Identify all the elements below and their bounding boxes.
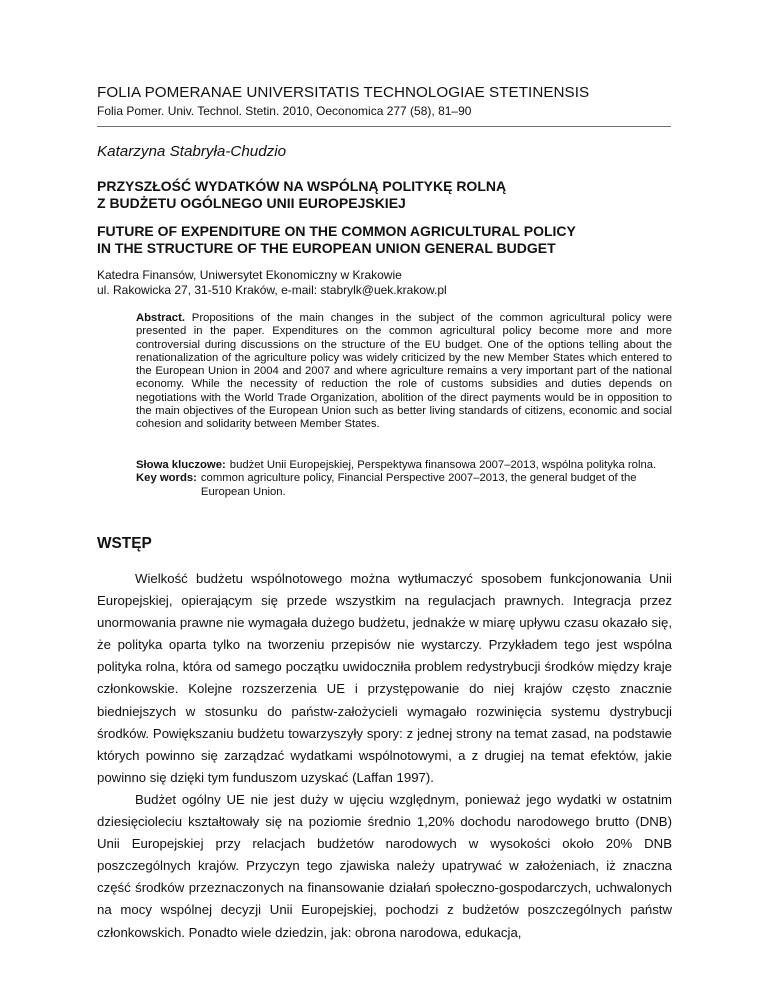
article-title-polish <box>97 178 687 212</box>
title-en-line-2: IN THE STRUCTURE OF THE EUROPEAN UNION GENERAL BUDGET <box>97 240 556 256</box>
title-pl-line-1: PRZYSZŁOŚĆ WYDATKÓW NA WSPÓLNĄ POLITYKĘ ROLNĄ <box>97 178 507 194</box>
body-paragraph-1: Wielkość budżetu wspólnotowego można wytłumaczyć sposobem funkcjonowania Unii Europejskiej, opierającym się przede wszystkim na regulacjach prawnych. Integracja przez unormowania prawne nie wymagała dużego budżetu, jednakże w miarę upływu czasu okazało się, że polityka oparta tylko na tworzeniu przepisów nie wystarczy. Przykładem tego jest wspólna polityka rolna, która od samego początku uwidoczniła problem redystrybucji środków między kraje członkowskie. Kolejne rozszerzenia UE i przystępowanie do niej krajów często znacznie biedniejszych w stosunku do państw-założycieli wymagało rozwinięcia systemu dystrybucji środków. Powiększaniu budżetu towarzyszyły spory: z jednej strony na temat zasad, na podstawie których powinno się zarządzać wydatkami wspólnotowymi, a z drugiej na temat efektów, jakie powinno się dzięki tym funduszom uzyskać (Laffan 1997). <box>97 571 672 785</box>
keywords-block <box>136 459 672 499</box>
journal-title: FOLIA POMERANAE UNIVERSITATIS TECHNOLOGIAE STETINENSIS <box>97 84 590 101</box>
keywords-polish-text: budżet Unii Europejskiej, Perspektywa finansowa 2007–2013, wspólna polityka rolna. <box>229 459 657 471</box>
keywords-english-row <box>136 472 672 499</box>
affiliation-line-2: ul. Rakowicka 27, 31-510 Kraków, e-mail: stabrylk@uek.krakow.pl <box>97 283 447 297</box>
article-title-english <box>97 223 687 257</box>
abstract-text: Propositions of the main changes in the subject of the common agricultural policy were presented in the paper. Expenditures on the common agricultural policy become more and more controversial during discussions on the structure of the EU budget. One of the options telling about the renationalization of the agriculture policy was widely criticized by the new Member States which entered to the European Union in 2004 and 2007 and where agriculture remains a very important part of the national economy. While the necessity of reduction the role of customs subsidies and duties depends on negotiations with the World Trade Organization, abolition of the direct payments would be in opposition to the main objectives of the European Union such as better living standards of citizens, economic and social cohesion and solidarity between Member States. <box>136 312 673 431</box>
keywords-polish-row <box>136 459 672 472</box>
title-pl-line-2: Z BUDŻETU OGÓLNEGO UNII EUROPEJSKIEJ <box>97 195 406 211</box>
author-name: Katarzyna Stabryła-Chudzio <box>97 143 287 160</box>
author-affiliation <box>97 268 671 298</box>
affiliation-line-1: Katedra Finansów, Uniwersytet Ekonomiczny w Krakowie <box>97 268 402 282</box>
keywords-polish-label: Słowa kluczowe: <box>136 459 226 471</box>
keywords-english-text: common agriculture policy, Financial Perspective 2007–2013, the general budget of the European Union. <box>200 472 637 498</box>
body-paragraph-2: Budżet ogólny UE nie jest duży w ujęciu względnym, ponieważ jego wydatki w ostatnim dziesięcioleciu kształtowały się na poziomie średnio 1,20% dochodu narodowego brutto (DNB) Unii Europejskiej przy relacjach budżetów narodowych w wysokości około 20% DNB poszczególnych krajów. Przyczyn tego zjawiska należy upatrywać w założeniach, iż znaczna część środków przeznaczonych na finansowanie działań społeczno-gospodarczych, uchwalonych na mocy wspólnej decyzji Unii Europejskiej, pochodzi z budżetów poszczególnych państw członkowskich. Ponadto wiele dziedzin, jak: obrona narodowa, edukacja, <box>97 791 672 940</box>
journal-citation: Folia Pomer. Univ. Technol. Stetin. 2010, Oeconomica 277 (58), 81–90 <box>97 104 472 118</box>
title-en-line-1: FUTURE OF EXPENDITURE ON THE COMMON AGRICULTURAL POLICY <box>97 223 576 239</box>
abstract-label: Abstract. <box>136 312 185 324</box>
section-heading: WSTĘP <box>97 535 152 552</box>
abstract-block <box>136 312 672 432</box>
keywords-english-label: Key words: <box>136 472 197 485</box>
header-rule <box>97 126 671 127</box>
body-text <box>97 568 672 944</box>
